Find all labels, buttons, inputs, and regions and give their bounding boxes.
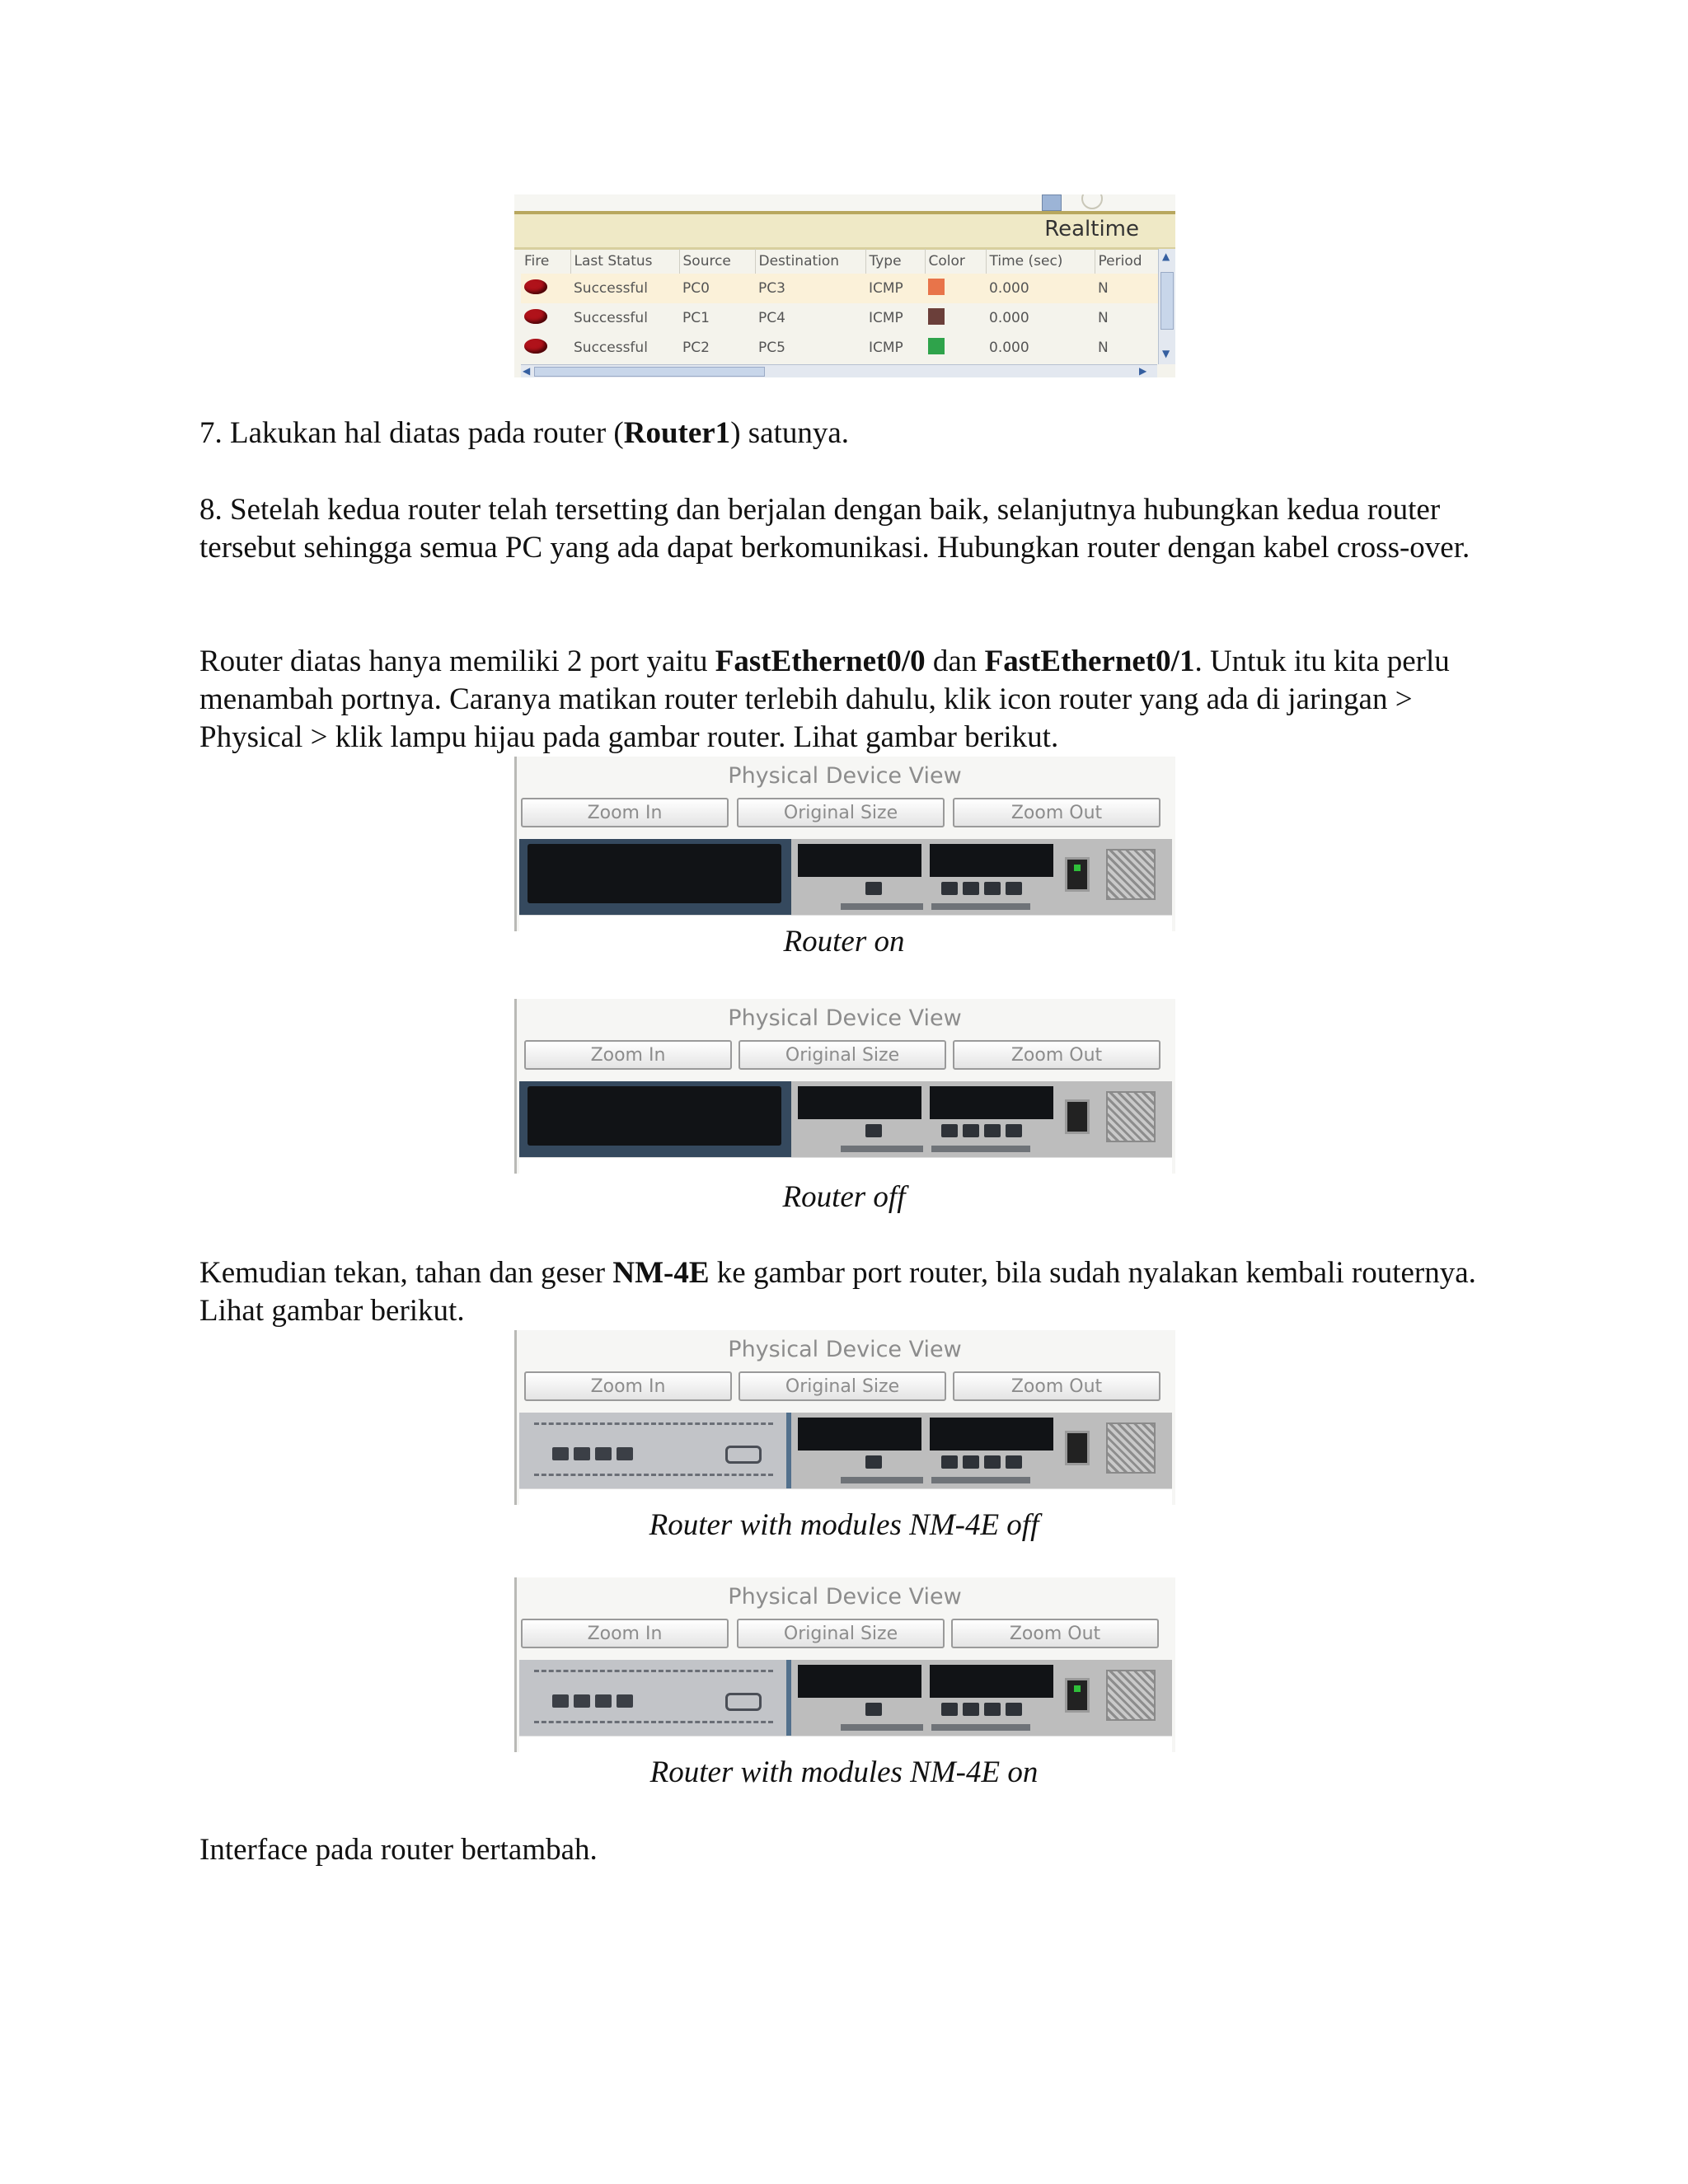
scroll-right-icon[interactable]: ▶ xyxy=(1139,365,1147,377)
ethernet-port[interactable] xyxy=(941,1124,958,1137)
wic-slot[interactable] xyxy=(798,1086,921,1119)
source-cell: PC1 xyxy=(682,310,710,326)
time-cell: 0.000 xyxy=(989,340,1029,356)
ethernet-port[interactable] xyxy=(865,882,882,895)
wic-slot[interactable] xyxy=(798,1665,921,1698)
ethernet-port[interactable] xyxy=(941,1455,958,1469)
zoom-out-button[interactable]: Zoom Out xyxy=(951,1619,1159,1648)
zoom-in-button[interactable]: Zoom In xyxy=(524,1371,732,1401)
column-header[interactable]: Period xyxy=(1095,249,1164,274)
nm4e-module[interactable] xyxy=(519,1660,791,1736)
panel-top-strip xyxy=(514,194,1175,213)
original-size-button[interactable]: Original Size xyxy=(737,798,945,827)
console-port[interactable] xyxy=(725,1693,762,1711)
table-row[interactable] xyxy=(521,274,1164,303)
ethernet-port[interactable] xyxy=(963,1455,979,1469)
ethernet-port[interactable] xyxy=(574,1694,590,1708)
ethernet-port[interactable] xyxy=(1006,1124,1022,1137)
wic-slot[interactable] xyxy=(798,1418,921,1451)
wic-slot[interactable] xyxy=(930,844,1053,877)
color-swatch xyxy=(928,308,945,325)
original-size-button[interactable]: Original Size xyxy=(737,1619,945,1648)
figure-caption: Router with modules NM-4E off xyxy=(649,1508,1039,1542)
ethernet-port[interactable] xyxy=(984,1455,1001,1469)
fire-button-icon[interactable] xyxy=(524,279,547,294)
time-cell: 0.000 xyxy=(989,310,1029,326)
ethernet-port[interactable] xyxy=(574,1447,590,1460)
ethernet-port[interactable] xyxy=(963,882,979,895)
ethernet-port[interactable] xyxy=(941,1703,958,1716)
realtime-toggle-icon[interactable] xyxy=(1042,194,1062,211)
ethernet-port[interactable] xyxy=(1006,1455,1022,1469)
ethernet-port[interactable] xyxy=(963,1703,979,1716)
fire-button-icon[interactable] xyxy=(524,339,547,354)
destination-cell: PC3 xyxy=(755,274,865,303)
panel-title: Physical Device View xyxy=(728,1005,962,1031)
mode-bar xyxy=(514,211,1175,250)
ethernet-port[interactable] xyxy=(984,1124,1001,1137)
column-header[interactable]: Color xyxy=(925,249,986,274)
power-led-on xyxy=(1074,865,1081,871)
zoom-in-button[interactable]: Zoom In xyxy=(524,1040,732,1070)
console-port[interactable] xyxy=(725,1446,762,1464)
horizontal-scrollbar[interactable] xyxy=(521,364,1157,377)
periodic-cell: N xyxy=(1095,274,1164,303)
empty-module-slot[interactable] xyxy=(519,839,791,915)
wic-slot[interactable] xyxy=(930,1665,1053,1698)
realtime-mode-label[interactable]: Realtime xyxy=(1044,217,1139,241)
scroll-thumb[interactable] xyxy=(534,367,765,377)
power-switch[interactable] xyxy=(1065,1431,1090,1465)
router-chassis xyxy=(519,1413,1172,1488)
time-cell: 0.000 xyxy=(986,274,1095,303)
figure-caption: Router with modules NM-4E on xyxy=(649,1755,1039,1789)
zoom-in-button[interactable]: Zoom In xyxy=(521,798,729,827)
vertical-scrollbar[interactable] xyxy=(1158,249,1175,364)
router-chassis xyxy=(519,1660,1172,1736)
router-chassis xyxy=(519,1081,1172,1157)
ethernet-port[interactable] xyxy=(865,1455,882,1469)
zoom-out-button[interactable]: Zoom Out xyxy=(953,1371,1160,1401)
power-switch[interactable] xyxy=(1065,857,1090,892)
source-cell: PC0 xyxy=(679,274,755,303)
color-swatch xyxy=(928,279,945,295)
status-cell: Successful xyxy=(574,310,648,326)
column-header[interactable]: Time (sec) xyxy=(986,249,1095,274)
nm4e-paragraph: Kemudian tekan, tahan dan geser NM-4E ke gambar port router, bila sudah nyalakan kembali routernya. Lihat gambar berikut. xyxy=(199,1256,1476,1328)
scroll-left-icon[interactable]: ◀ xyxy=(523,365,531,377)
status-cell: Successful xyxy=(574,340,648,356)
type-cell: ICMP xyxy=(865,274,925,303)
original-size-button[interactable]: Original Size xyxy=(738,1371,946,1401)
ethernet-port[interactable] xyxy=(617,1694,633,1708)
power-supply-vent xyxy=(1106,1091,1156,1142)
power-switch[interactable] xyxy=(1065,1099,1090,1134)
ethernet-port[interactable] xyxy=(595,1447,612,1460)
figure-caption: Router on xyxy=(783,925,905,958)
original-size-button[interactable]: Original Size xyxy=(738,1040,946,1070)
zoom-out-button[interactable]: Zoom Out xyxy=(953,1040,1160,1070)
zoom-out-button[interactable]: Zoom Out xyxy=(953,798,1160,827)
ethernet-port[interactable] xyxy=(1006,1703,1022,1716)
column-header[interactable]: Type xyxy=(865,249,925,274)
table-header-row xyxy=(521,249,1164,274)
power-led-on xyxy=(1074,1685,1081,1692)
pdu-list-table xyxy=(521,249,1165,363)
periodic-cell: N xyxy=(1098,310,1109,326)
step-7-paragraph: 7. Lakukan hal diatas pada router (Router1) satunya. xyxy=(199,416,850,450)
wic-slot[interactable] xyxy=(930,1086,1053,1119)
table-row[interactable] xyxy=(521,303,1164,333)
scroll-thumb[interactable] xyxy=(1160,272,1174,330)
step-8-paragraph: 8. Setelah kedua router telah tersetting dan berjalan dengan baik, selanjutnya hubungkan kedua router tersebut sehingga semua PC yang ada dapat berkomunikasi. Hubungkan router dengan kabel cross-over. xyxy=(199,493,1470,565)
physical-device-view-panel xyxy=(514,999,1175,1174)
figure-caption: Router off xyxy=(782,1180,906,1214)
ethernet-port[interactable] xyxy=(941,882,958,895)
wic-slot[interactable] xyxy=(930,1418,1053,1451)
physical-device-view-panel xyxy=(514,757,1175,931)
ethernet-port[interactable] xyxy=(963,1124,979,1137)
ethernet-port[interactable] xyxy=(595,1694,612,1708)
power-supply-vent xyxy=(1106,849,1156,900)
wic-slot[interactable] xyxy=(798,844,921,877)
nm4e-module[interactable] xyxy=(519,1413,791,1488)
ethernet-port[interactable] xyxy=(1006,882,1022,895)
power-switch[interactable] xyxy=(1065,1678,1090,1713)
column-header[interactable]: Destination xyxy=(755,249,865,274)
column-header[interactable]: Source xyxy=(679,249,755,274)
ethernet-port[interactable] xyxy=(617,1447,633,1460)
zoom-in-button[interactable]: Zoom In xyxy=(521,1619,729,1648)
power-supply-vent xyxy=(1106,1422,1156,1474)
destination-cell: PC5 xyxy=(758,340,785,356)
panel-title: Physical Device View xyxy=(728,763,962,789)
realtime-event-panel xyxy=(514,194,1175,377)
ethernet-port[interactable] xyxy=(552,1694,569,1708)
scroll-up-icon[interactable]: ▲ xyxy=(1162,251,1170,262)
color-swatch xyxy=(928,338,945,354)
physical-device-view-panel xyxy=(514,1330,1175,1505)
scroll-down-icon[interactable]: ▼ xyxy=(1162,348,1170,359)
table-row[interactable] xyxy=(521,333,1164,363)
type-cell: ICMP xyxy=(869,310,903,326)
power-supply-vent xyxy=(1106,1670,1156,1721)
type-cell: ICMP xyxy=(869,340,903,356)
final-paragraph: Interface pada router bertambah. xyxy=(199,1833,598,1867)
ethernet-port[interactable] xyxy=(865,1703,882,1716)
source-cell: PC2 xyxy=(682,340,710,356)
ports-paragraph: Router diatas hanya memiliki 2 port yaitu FastEthernet0/0 dan FastEthernet0/1. Untuk itu kita perlu menambah portnya. Caranya matikan router terlebih dahulu, klik icon router yang ada di jaringan > Physical > klik lampu hijau pada gambar router. Lihat gambar berikut. xyxy=(199,644,1450,754)
panel-title: Physical Device View xyxy=(728,1337,962,1362)
destination-cell: PC4 xyxy=(758,310,785,326)
panel-title: Physical Device View xyxy=(728,1584,962,1610)
ethernet-port[interactable] xyxy=(984,1703,1001,1716)
ethernet-port[interactable] xyxy=(984,882,1001,895)
column-header[interactable]: Last Status xyxy=(570,249,679,274)
status-cell: Successful xyxy=(570,274,679,303)
router-chassis xyxy=(519,839,1172,915)
empty-module-slot[interactable] xyxy=(519,1081,791,1157)
column-header[interactable]: Fire xyxy=(521,249,570,274)
fire-button-icon[interactable] xyxy=(524,309,547,324)
periodic-cell: N xyxy=(1098,340,1109,356)
physical-device-view-panel xyxy=(514,1577,1175,1752)
ethernet-port[interactable] xyxy=(865,1124,882,1137)
ethernet-port[interactable] xyxy=(552,1447,569,1460)
